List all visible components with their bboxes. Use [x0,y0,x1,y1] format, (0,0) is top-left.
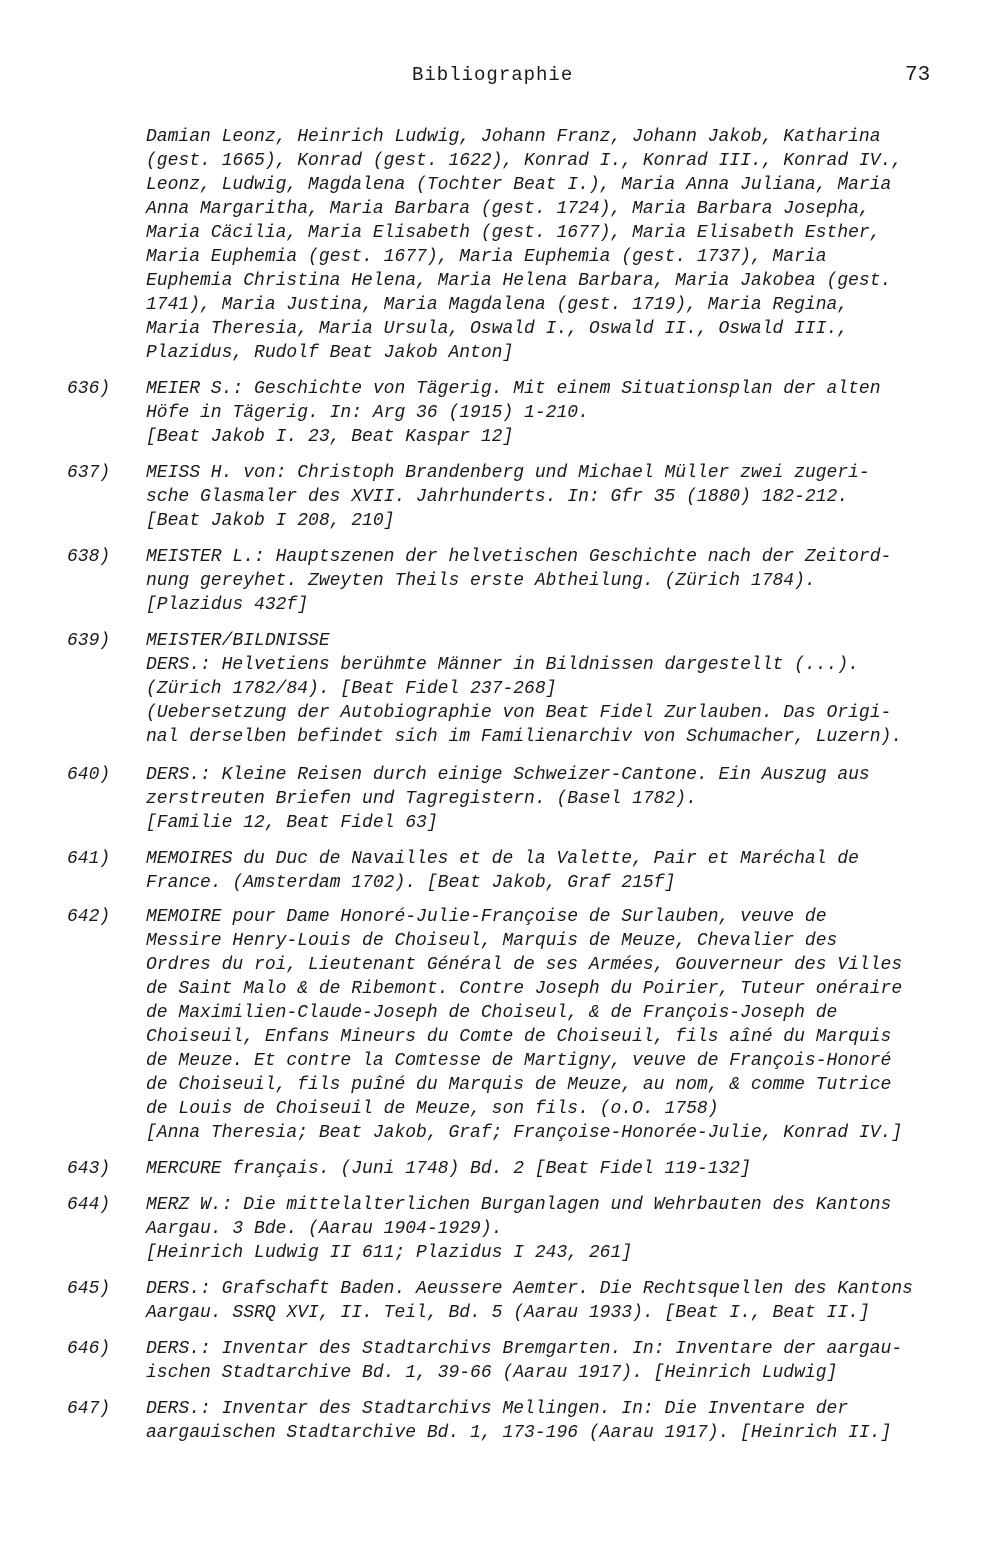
text-line: MERCURE français. (Juni 1748) Bd. 2 [Beat Fidel 119-132] [146,1159,751,1179]
continuation-block [146,125,966,365]
entry-number: 641) [67,849,111,869]
text-line: [Plazidus 432f] [146,595,309,615]
text-line: DERS.: Kleine Reisen durch einige Schweizer-Cantone. Ein Auszug aus [146,765,870,785]
text-line: de Maximilien-Claude-Joseph de Choiseul, & de François-Joseph de [146,1003,838,1023]
entry-number: 644) [67,1195,111,1215]
text-line: Damian Leonz, Heinrich Ludwig, Johann Franz, Johann Jakob, Katharina [146,127,881,147]
running-title: Bibliographie [412,64,574,86]
text-line: Maria Cäcilia, Maria Elisabeth (gest. 1677), Maria Elisabeth Esther, [146,223,881,243]
text-line: Choiseuil, Enfans Mineurs du Comte de Choiseuil, fils aîné du Marquis [146,1027,892,1047]
entry-number: 645) [67,1279,111,1299]
text-line: Aargau. 3 Bde. (Aarau 1904-1929). [146,1219,503,1239]
text-line: (Uebersetzung der Autobiographie von Beat Fidel Zurlauben. Das Origi- [146,703,892,723]
entry-number: 638) [67,547,111,567]
text-line: aargauischen Stadtarchive Bd. 1, 173-196 (Aarau 1917). [Heinrich II.] [146,1423,892,1443]
text-line: DERS.: Helvetiens berühmte Männer in Bildnissen dargestellt (...). [146,655,859,675]
text-line: (Zürich 1782/84). [Beat Fidel 237-268] [146,679,557,699]
text-line: Messire Henry-Louis de Choiseul, Marquis de Meuze, Chevalier des [146,931,838,951]
text-line: [Heinrich Ludwig II 611; Plazidus I 243, 261] [146,1243,633,1263]
text-line: MEMOIRE pour Dame Honoré-Julie-Françoise de Surlauben, veuve de [146,907,827,927]
entry-text [146,377,976,449]
entry-text [146,629,976,749]
text-line: 1741), Maria Justina, Maria Magdalena (gest. 1719), Maria Regina, [146,295,849,315]
text-line: Höfe in Tägerig. In: Arg 36 (1915) 1-210. [146,403,589,423]
text-line: [Anna Theresia; Beat Jakob, Graf; Françoise-Honorée-Julie, Konrad IV.] [146,1123,903,1143]
text-line: Euphemia Christina Helena, Maria Helena Barbara, Maria Jakobea (gest. [146,271,892,291]
entry-number: 636) [67,379,111,399]
entry-text [146,847,976,895]
text-line: Aargau. SSRQ XVI, II. Teil, Bd. 5 (Aarau 1933). [Beat I., Beat II.] [146,1303,870,1323]
entry-text [146,545,976,617]
entry-text [146,461,976,533]
text-line: MEIER S.: Geschichte von Tägerig. Mit einem Situationsplan der alten [146,379,881,399]
entry-text [146,1277,976,1325]
text-line: zerstreuten Briefen und Tagregistern. (Basel 1782). [146,789,697,809]
text-line: ischen Stadtarchive Bd. 1, 39-66 (Aarau 1917). [Heinrich Ludwig] [146,1363,838,1383]
entry-number: 637) [67,463,111,483]
text-line: MEISTER L.: Hauptszenen der helvetischen Geschichte nach der Zeitord- [146,547,892,567]
page-number: 73 [905,64,931,87]
page-header [0,64,1000,94]
text-line: MEMOIRES du Duc de Navailles et de la Valette, Pair et Maréchal de [146,849,859,869]
text-line: sche Glasmaler des XVII. Jahrhunderts. In: Gfr 35 (1880) 182-212. [146,487,849,507]
text-line: de Louis de Choiseuil de Meuze, son fils. (o.O. 1758) [146,1099,719,1119]
text-line: DERS.: Grafschaft Baden. Aeussere Aemter. Die Rechtsquellen des Kantons [146,1279,913,1299]
text-line: France. (Amsterdam 1702). [Beat Jakob, Graf 215f] [146,873,676,893]
text-line: Ordres du roi, Lieutenant Général de ses Armées, Gouverneur des Villes [146,955,903,975]
text-line: Maria Euphemia (gest. 1677), Maria Euphemia (gest. 1737), Maria [146,247,827,267]
entry-text [146,1397,976,1445]
text-line: Leonz, Ludwig, Magdalena (Tochter Beat I.), Maria Anna Juliana, Maria [146,175,892,195]
text-line: [Familie 12, Beat Fidel 63] [146,813,438,833]
text-line: MERZ W.: Die mittelalterlichen Burganlagen und Wehrbauten des Kantons [146,1195,892,1215]
entry-number: 642) [67,907,111,927]
text-line: MEISTER/BILDNISSE [146,631,330,651]
text-line: Maria Theresia, Maria Ursula, Oswald I., Oswald II., Oswald III., [146,319,849,339]
text-line: de Saint Malo & de Ribemont. Contre Joseph du Poirier, Tuteur onéraire [146,979,903,999]
entry-number: 646) [67,1339,111,1359]
text-line: Anna Margaritha, Maria Barbara (gest. 1724), Maria Barbara Josepha, [146,199,870,219]
entry-number: 647) [67,1399,111,1419]
text-line: de Choiseuil, fils puîné du Marquis de Meuze, au nom, & comme Tutrice [146,1075,892,1095]
entry-text [146,1193,976,1265]
entry-number: 639) [67,631,111,651]
text-line: [Beat Jakob I 208, 210] [146,511,395,531]
text-line: [Beat Jakob I. 23, Beat Kaspar 12] [146,427,514,447]
entry-text [146,1157,976,1181]
text-line: de Meuze. Et contre la Comtesse de Martigny, veuve de François-Honoré [146,1051,892,1071]
entry-number: 640) [67,765,111,785]
text-line: DERS.: Inventar des Stadtarchivs Bremgarten. In: Inventare der aargau- [146,1339,903,1359]
text-line: nung gereyhet. Zweyten Theils erste Abtheilung. (Zürich 1784). [146,571,816,591]
text-line: DERS.: Inventar des Stadtarchivs Mellingen. In: Die Inventare der [146,1399,849,1419]
text-line: Plazidus, Rudolf Beat Jakob Anton] [146,343,514,363]
text-line: MEISS H. von: Christoph Brandenberg und Michael Müller zwei zugeri- [146,463,870,483]
entry-text [146,1337,976,1385]
entry-text [146,763,976,835]
text-line: (gest. 1665), Konrad (gest. 1622), Konrad I., Konrad III., Konrad IV., [146,151,903,171]
text-line: nal derselben befindet sich im Familienarchiv von Schumacher, Luzern). [146,727,903,747]
entry-number: 643) [67,1159,111,1179]
entry-text [146,905,976,1145]
